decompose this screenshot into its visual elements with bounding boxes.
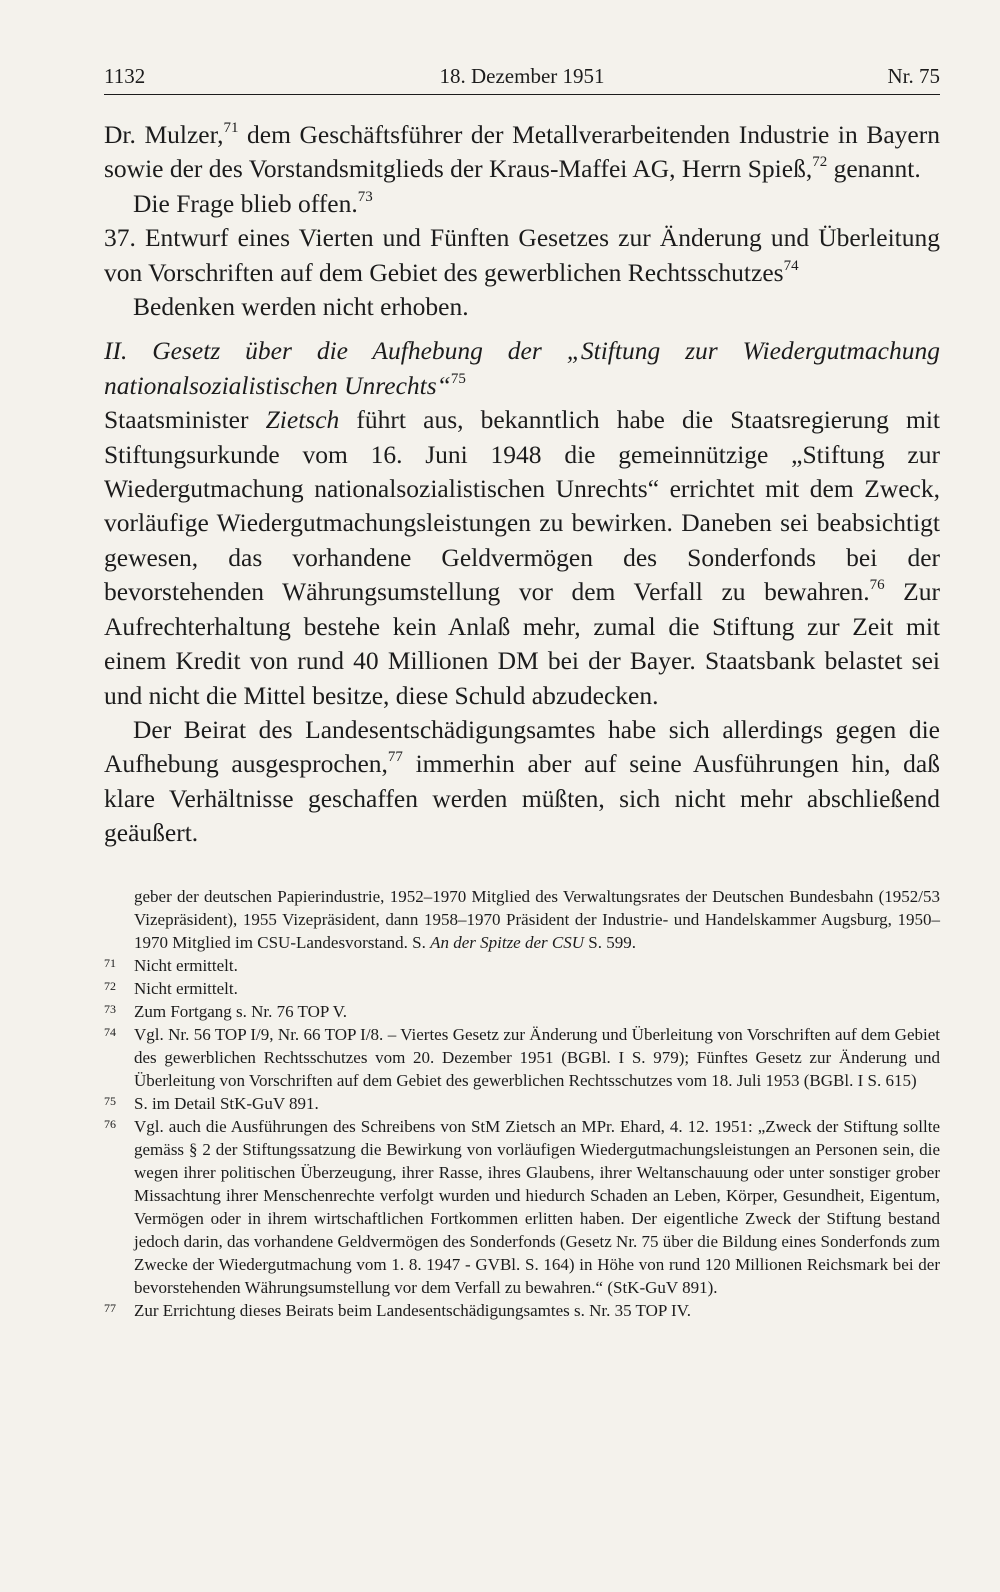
footnote-74: 74 Vgl. Nr. 56 TOP I/9, Nr. 66 TOP I/8. – Viertes Gesetz zur Änderung und Überleitung von Vorschriften auf dem Gebiet des gewerblichen Rechtsschutzes vom 20. Dezember 1951 (BGBl. I S. 979); Fünftes Gesetz zur Änderung und Überleitung von Vorschriften auf dem Gebiet des gewerblichen Rechtsschutzes vom 18. Juli 1953 (BGBl. I S. 615): [104, 1025, 940, 1090]
agenda-item-37-result: Bedenken werden nicht erhoben.: [133, 292, 469, 322]
speaker-name: Zietsch: [265, 405, 340, 435]
footnote-number: 74: [104, 1025, 116, 1039]
footnote-ref: 72: [812, 154, 828, 171]
agenda-item-ii-title: II. Gesetz über die Aufhebung der „Stiftung zur Wiedergutmachung nationalsozialistischen Unrechts“$^{75}$: [104, 336, 940, 400]
footnote-number: 77: [104, 1301, 116, 1315]
footnote-76: 76 Vgl. auch die Ausführungen des Schreibens von StM Zietsch an MPr. Ehard, 4. 12. 1951: „Zweck der Stiftung sollte gemäss § 2 der Stiftungssatzung die Bewirkung von vorläufigen Wiedergutmachungsleistungen an Personen sein, die wegen ihrer politischen Überzeugung, ihrer Rasse, ihres Glaubens, ihrer Weltanschauung oder unter sonstiger grober Missachtung ihrer Menschenrechte verfolgt wurden und hiedurch Schaden an Leben, Körper, Gesundheit, Eigentum, Vermögen oder in ihrem wirtschaftlichen Fortkommen erlitten haben. Der eigentliche Zweck der Stiftung bestand jedoch darin, das vorhandene Geldvermögen des Sonderfonds (Gesetz Nr. 75 über die Bildung eines Sonderfonds zum Zwecke der Wiedergutmachung vom 1. 8. 1947 - GVBl. S. 164) in Höhe von rund 120 Millionen Reichsmark bei der bevorstehenden Währungsumstellung vor dem Verfall zu bewahren.“ (StK-GuV 891).: [104, 1117, 940, 1297]
footnote-75: 75 S. im Detail StK-GuV 891.: [104, 1094, 319, 1113]
paragraph-zietsch: Staatsminister Zietsch führt aus, bekanntlich habe die Staatsregierung mit Stiftungsurkunde vom 16. Juni 1948 die gemeinnützige „Stiftung zur Wiedergutmachung nationalsozialistischen Unrechts“ errichtet mit dem Zweck, vorläufige Wiedergutmachungsleistungen zu bewirken. Daneben sei beabsichtigt gewesen, das vorhandene Geldvermögen des Sonderfonds bei der bevorstehenden Währungsumstellung vor dem Verfall zu bewahren.$^{76}$ Zur Aufrechterhaltung bestehe kein Anlaß mehr, zumal die Stiftung zur Zeit mit einem Kredit von rund 40 Millionen DM bei der Bayer. Staatsbank belastet sei und nicht die Mittel besitze, diese Schuld abzudecken.: [104, 405, 941, 710]
page-header: [104, 58, 940, 95]
footnote-73: 73 Zum Fortgang s. Nr. 76 TOP V.: [104, 1002, 348, 1021]
footnote-77: 77 Zur Errichtung dieses Beirats beim Landesentschädigungsamtes s. Nr. 35 TOP IV.: [104, 1301, 691, 1320]
page-number: 1132: [104, 64, 146, 88]
footnote-ref: 75: [450, 370, 466, 387]
footnote-number: 75: [104, 1094, 116, 1108]
footnote-72: 72 Nicht ermittelt.: [104, 979, 238, 998]
footnote-number: 76: [104, 1117, 116, 1131]
footnote-number: 71: [104, 956, 116, 970]
paragraph-beirat: Der Beirat des Landesentschädigungsamtes habe sich allerdings gegen die Aufhebung ausgesprochen,$^{77}$ immerhin aber auf seine Ausführungen hin, daß klare Verhältnisse geschaffen werden müßten, sich nicht mehr abschließend geäußert.: [104, 714, 940, 848]
footnote-ref: 76: [869, 577, 885, 594]
main-text: [104, 118, 940, 851]
footnote-number: 72: [104, 979, 116, 993]
footnote-71: 71 Nicht ermittelt.: [104, 956, 238, 975]
footnote-ref: 73: [357, 188, 373, 205]
agenda-item-37-title: 37. Entwurf eines Vierten und Fünften Gesetzes zur Änderung und Überleitung von Vorschriften auf dem Gebiet des gewerblichen Rechtsschutzes$^{74}$: [104, 223, 940, 287]
footnote-ref: 74: [783, 257, 799, 274]
paragraph-speakers: Dr. Mulzer,$^{71}$ dem Geschäftsführer der Metallverarbeitenden Industrie in Bayern sowie der des Vorstandsmitglieds der Kraus-Maffei AG, Herrn Spieß,$^{72}$ genannt.: [104, 120, 940, 184]
header-issue: Nr. 75: [887, 64, 940, 88]
footnote-ref: 77: [387, 749, 403, 766]
footnote-ref: 71: [223, 120, 239, 136]
footnote-number: 73: [104, 1002, 116, 1016]
cited-title: An der Spitze der CSU: [430, 933, 585, 952]
header-date: 18. Dezember 1951: [439, 64, 605, 88]
footnote-continuation: geber der deutschen Papierindustrie, 1952–1970 Mitglied des Verwaltungsrates der Deutschen Bundesbahn (1952/53 Vizepräsident), 1955 Vizepräsident, dann 1958–1970 Präsident der Industrie- und Handelskammer Augsburg, 1950–1970 Mitglied im CSU-Landesvorstand. S. An der Spitze der CSU S. 599.: [134, 887, 940, 952]
paragraph-question-open: Die Frage blieb offen.$^{73}$: [133, 188, 373, 218]
footnotes: [104, 885, 940, 1322]
